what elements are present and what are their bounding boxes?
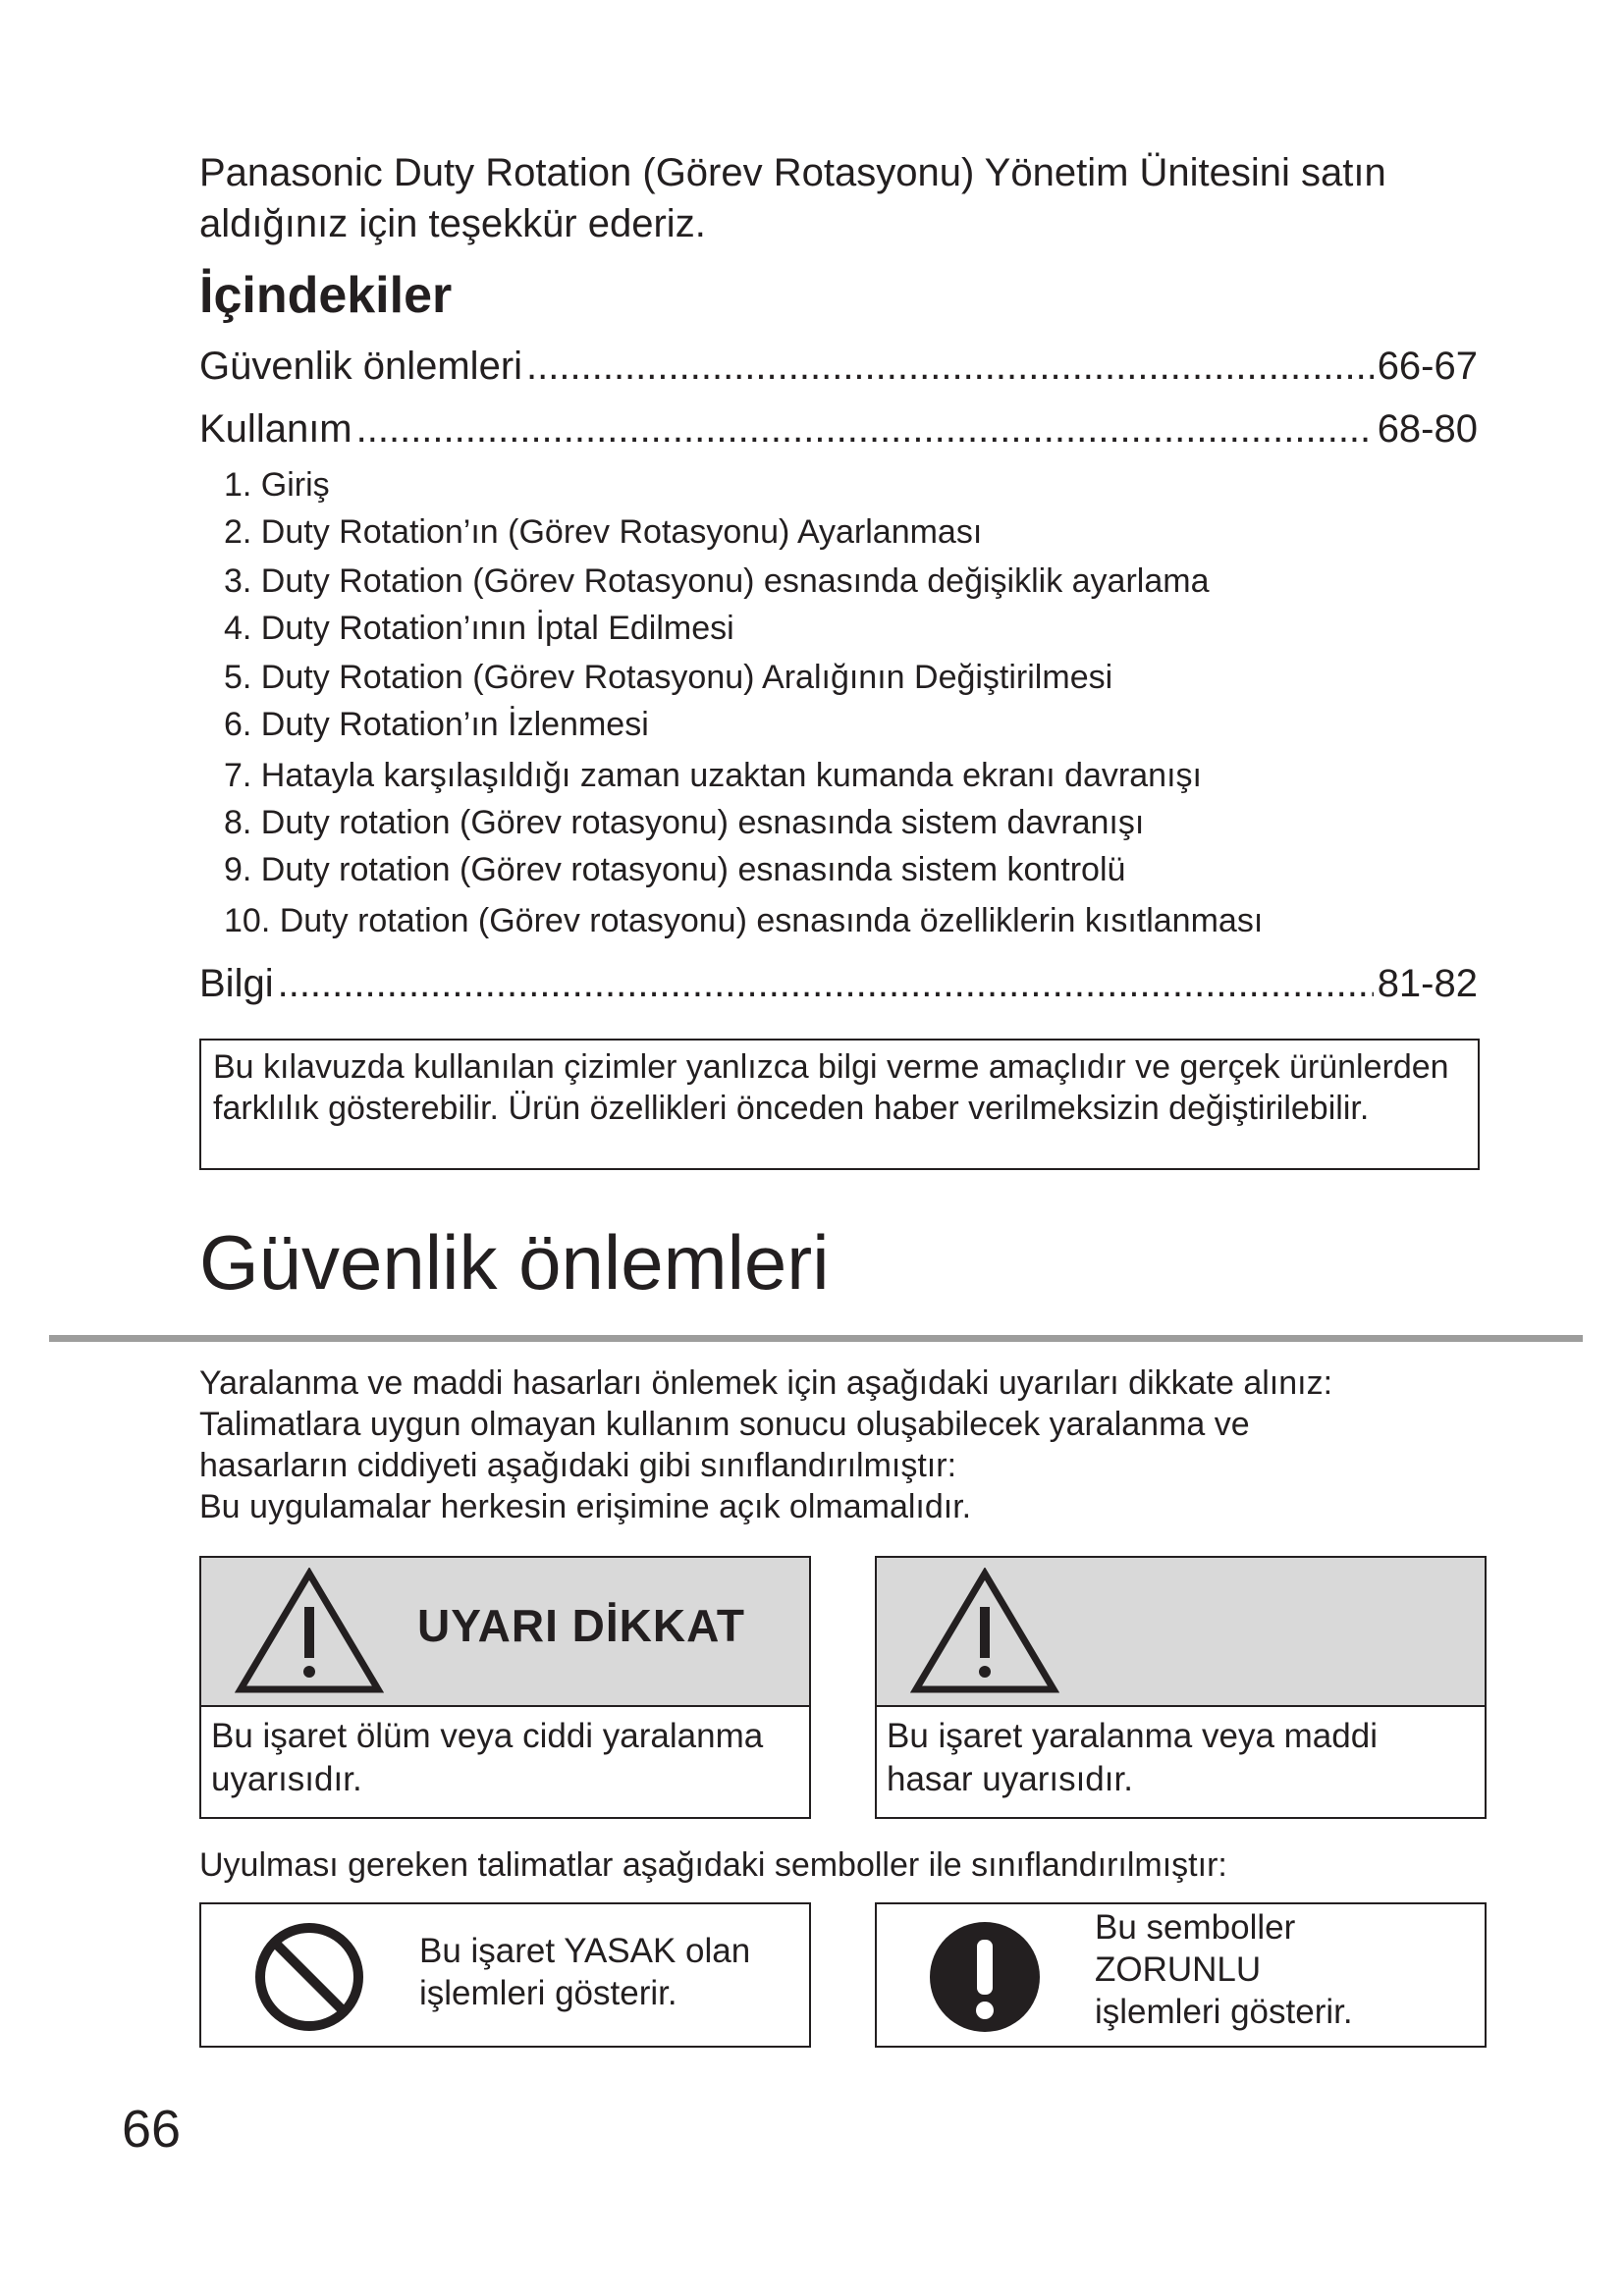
- safety-intro-line: Yaralanma ve maddi hasarları önlemek için aşağıdaki uyarıları dikkate alınız:: [199, 1364, 1333, 1402]
- toc-entry-safety: [199, 342, 1478, 391]
- toc-subitem: 1. Giriş: [224, 466, 330, 504]
- toc-subitem: 10. Duty rotation (Görev rotasyonu) esnasında özelliklerin kısıtlanması: [224, 902, 1264, 939]
- caution-symbol-box: [875, 1556, 1487, 1819]
- intro-text: Panasonic Duty Rotation (Görev Rotasyonu) Yönetim Ünitesini satın aldığınız için teşekkür ederiz.: [199, 151, 1386, 245]
- toc-entry-info: [199, 959, 1478, 1008]
- toc-entry-pages: 81-82: [1377, 962, 1478, 1005]
- section-divider: [49, 1335, 1583, 1342]
- safety-intro-line: Bu uygulamalar herkesin erişimine açık olmamalıdır.: [199, 1488, 972, 1525]
- toc-entry-label: Bilgi: [199, 962, 274, 1005]
- caution-triangle-icon: [910, 1568, 1059, 1695]
- mandatory-box: [875, 1902, 1487, 2048]
- mandatory-icon: [928, 1920, 1042, 2034]
- caution-symbol-header: [877, 1558, 1485, 1707]
- caution-description: Bu işaret yaralanma veya maddi hasar uyarısıdır.: [887, 1717, 1378, 1798]
- warning-symbol-header: [201, 1558, 809, 1707]
- safety-intro-line: Talimatlara uygun olmayan kullanım sonucu oluşabilecek yaralanma ve: [199, 1406, 1250, 1443]
- disclaimer-box: Bu kılavuzda kullanılan çizimler yanlızca bilgi verme amaçlıdır ve gerçek ürünlerden farklılık gösterebilir. Ürün özellikleri önceden haber verilmeksizin değiştirilebilir.: [199, 1039, 1480, 1170]
- classify-text: Uyulması gereken talimatlar aşağıdaki semboller ile sınıflandırılmıştır:: [199, 1846, 1227, 1884]
- toc-leader: [356, 404, 1374, 454]
- toc-heading: İçindekiler: [199, 267, 453, 324]
- warning-triangle-icon: [235, 1568, 384, 1695]
- warning-description: Bu işaret ölüm veya ciddi yaralanma uyarısıdır.: [211, 1717, 764, 1798]
- toc-subitem: 3. Duty Rotation (Görev Rotasyonu) esnasında değişiklik ayarlama: [224, 562, 1210, 600]
- toc-entry-label: Kullanım: [199, 407, 352, 451]
- toc-subitem: 8. Duty rotation (Görev rotasyonu) esnasında sistem davranışı: [224, 804, 1145, 841]
- toc-subitem: 2. Duty Rotation’ın (Görev Rotasyonu) Ayarlanması: [224, 513, 983, 551]
- safety-intro: [199, 1362, 1495, 1527]
- toc-subitem: 7. Hatayla karşılaşıldığı zaman uzaktan kumanda ekranı davranışı: [224, 757, 1202, 794]
- safety-intro-line: hasarların ciddiyeti aşağıdaki gibi sınıflandırılmıştır:: [199, 1447, 957, 1484]
- toc-entry-label: Güvenlik önlemleri: [199, 345, 523, 388]
- prohibited-description: Bu işaret YASAK olan işlemleri gösterir.: [419, 1932, 751, 2012]
- toc-leader: [278, 959, 1374, 1008]
- page-number: 66: [122, 2100, 182, 2159]
- warning-symbol-box: [199, 1556, 811, 1819]
- toc-subitem: 9. Duty rotation (Görev rotasyonu) esnasında sistem kontrolü: [224, 851, 1126, 888]
- toc-entry-pages: 66-67: [1377, 345, 1478, 388]
- toc-subitem: 4. Duty Rotation’ının İptal Edilmesi: [224, 610, 734, 647]
- toc-subitem: 5. Duty Rotation (Görev Rotasyonu) Aralığının Değiştirilmesi: [224, 659, 1113, 696]
- prohibited-box: [199, 1902, 811, 2048]
- section-title: Güvenlik önlemleri: [199, 1219, 830, 1306]
- toc-leader: [526, 342, 1374, 391]
- mandatory-description: Bu semboller ZORUNLU işlemleri gösterir.: [1095, 1908, 1353, 2031]
- warning-label: UYARI DİKKAT: [417, 1600, 746, 1651]
- toc-subitem: 6. Duty Rotation’ın İzlenmesi: [224, 706, 649, 743]
- prohibited-icon: [252, 1920, 366, 2034]
- toc-entry-pages: 68-80: [1377, 407, 1478, 451]
- toc-entry-usage: [199, 404, 1478, 454]
